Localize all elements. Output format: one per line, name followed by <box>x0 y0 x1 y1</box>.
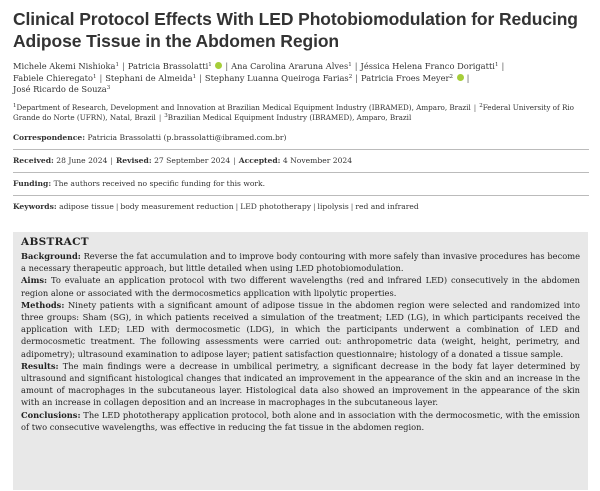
author[interactable]: Stephani de Almeida$^1$ <box>105 72 197 83</box>
correspondence-email[interactable]: Patricia Brassolatti (p.brassolatti@ibramed.com.br) <box>87 132 287 142</box>
abstract-conclusions: Conclusions: The LED phototherapy application protocol, both alone and in association with the dermocosmetic, with the emission of two consecutive wavelengths, was effective in reducing the fat tissue in the abdomen region. <box>21 409 580 432</box>
correspondence: Correspondence: Patricia Brassolatti (p.brassolatti@ibramed.com.br) <box>13 132 287 142</box>
author[interactable]: Patricia Froes Meyer$^2$ <box>361 73 464 83</box>
author[interactable]: Michele Akemi Nishioka$^1$ <box>13 61 119 71</box>
keyword: adipose tissue <box>59 201 114 211</box>
author[interactable]: Fabiele Chieregato$^1$ <box>13 72 97 83</box>
author-list: Michele Akemi Nishioka$^1$ | Patricia Brassolatti$^1$ | Ana Carolina Araruna Alves$^1$ | Jéssica Helena Franco Dorigatti$^1$ | Fabiele Chieregato$^1$ | Stephani de Almeida$^1$ | Stephany Luanna Queiroga Farias$^2$ | Patricia Froes Meyer$^2$ | José Ricardo de Souza$^3$ <box>13 61 505 94</box>
abstract-methods: Methods: Ninety patients with a significant amount of adipose tissue in the abdomen region were selected and randomized into three groups: Sham (SG), in which patients received a simulation of the treatment; LED (LG), in which participants received the application with LED; LED with dermocosmetic (LDG), in which the participants underwent a combination of LED and dermocosmetic treatment. The following assessments were carried out: anthropometric data (weight, height, perimetry, and adipometry); ultrasound examination to adipose layer; patient satisfaction questionnaire; histology of a donated a tissue sample. <box>21 299 580 359</box>
article-header <box>13 8 589 212</box>
abstract-box <box>13 232 588 490</box>
article-title: Clinical Protocol Effects With LED Photobiomodulation for Reducing Adipose Tissue in the Abdomen Region <box>13 9 578 51</box>
abstract-aims: Aims: To evaluate an application protocol with two different wavelengths (red and infrared LED) consecutively in the abdomen region alone or associated with the dermocosmetics application with lipolytic properties. <box>21 275 580 298</box>
keyword: lipolysis <box>317 201 349 211</box>
author[interactable]: Jéssica Helena Franco Dorigatti$^1$ <box>360 61 499 71</box>
orcid-icon[interactable] <box>457 74 464 81</box>
keyword: red and infrared <box>355 201 419 211</box>
keyword: LED phototherapy <box>240 201 311 211</box>
abstract-heading: ABSTRACT <box>21 236 89 248</box>
keywords: Keywords: adipose tissue | body measurement reduction | LED phototherapy | lipolysis | red and infrared <box>13 201 419 211</box>
author[interactable]: José Ricardo de Souza$^3$ <box>13 84 111 94</box>
abstract-background: Background: Reverse the fat accumulation and to improve body contouring with more safely than invasive procedures has become a necessary therapeutic approach, but little detailed when using LED photobiomodulation. <box>21 251 580 274</box>
keyword: body measurement reduction <box>120 201 234 211</box>
funding: Funding: The authors received no specific funding for this work. <box>13 178 266 188</box>
author[interactable]: Ana Carolina Araruna Alves$^1$ <box>231 61 352 71</box>
abstract-results: Results: The main findings were a decrease in umbilical perimetry, a significant decrease in the body fat layer determined by ultrasound and significant histological changes that indicated an improvement in the appearance of the skin and an increase in the amount of macrophages in the subcutaneous layer. Histological data also showed an improvement in the appearance of the skin with an increase in collagen deposition and an increase in macrophages in the subcutaneous layer. <box>21 360 580 408</box>
affiliations: $^1$Department of Research, Development and Innovation at Brazilian Medical Equipment Industry (IBRAMED), Amparo, Brazil | $^2$Federal University of Rio Grande do Norte (UFRN), Natal, Brazil | $^3$Brazilian Medical Equipment Industry (IBRAMED), Amparo, Brazil <box>13 102 574 122</box>
dates: Received: 28 June 2024 | Revised: 27 September 2024 | Accepted: 4 November 2024 <box>13 155 353 165</box>
author[interactable]: Stephany Luanna Queiroga Farias$^2$ <box>204 72 353 83</box>
author[interactable]: Patricia Brassolatti$^1$ <box>128 61 223 71</box>
orcid-icon[interactable] <box>215 62 222 69</box>
